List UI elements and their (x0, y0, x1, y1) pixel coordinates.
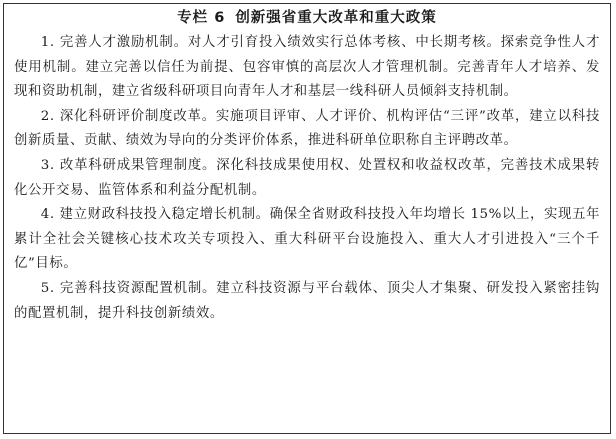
policy-item-1: 1. 完善人才激励机制。对人才引育投入绩效实行总体考核、中长期考核。探索竞争性人才使用机制。建立完善以信任为前提、包容审慎的高层次人才管理机制。完善青年人才培养、发现和资助机制，建立省级科研项目向青年人才和基层一线科研人员倾斜支持机制。 (14, 35, 600, 100)
box-title (14, 8, 600, 28)
policy-box (3, 3, 611, 434)
box-title-label: 专栏 6 (177, 10, 226, 26)
policy-item-2: 2. 深化科研评价制度改革。实施项目评审、人才评价、机构评估“三评”改革，建立以科技创新质量、贡献、绩效为导向的分类评价体系，推进科研单位职称自主评聘改革。 (14, 108, 600, 149)
policy-item-3: 3. 改革科研成果管理制度。深化科技成果使用权、处置权和收益权改革，完善技术成果转化公开交易、监管体系和利益分配机制。 (14, 157, 600, 198)
policy-item-4: 4. 建立财政科技投入稳定增长机制。确保全省财政科技投入年均增长 15%以上，实现五年累计全社会关键核心技术攻关专项投入、重大科研平台设施投入、重大人才引进投入“三个千亿”目标。 (14, 207, 600, 272)
policy-item-5: 5. 完善科技资源配置机制。建立科技资源与平台载体、顶尖人才集聚、研发投入紧密挂钩的配置机制，提升科技创新绩效。 (14, 280, 600, 321)
box-title-text: 创新强省重大改革和重大政策 (235, 10, 437, 26)
